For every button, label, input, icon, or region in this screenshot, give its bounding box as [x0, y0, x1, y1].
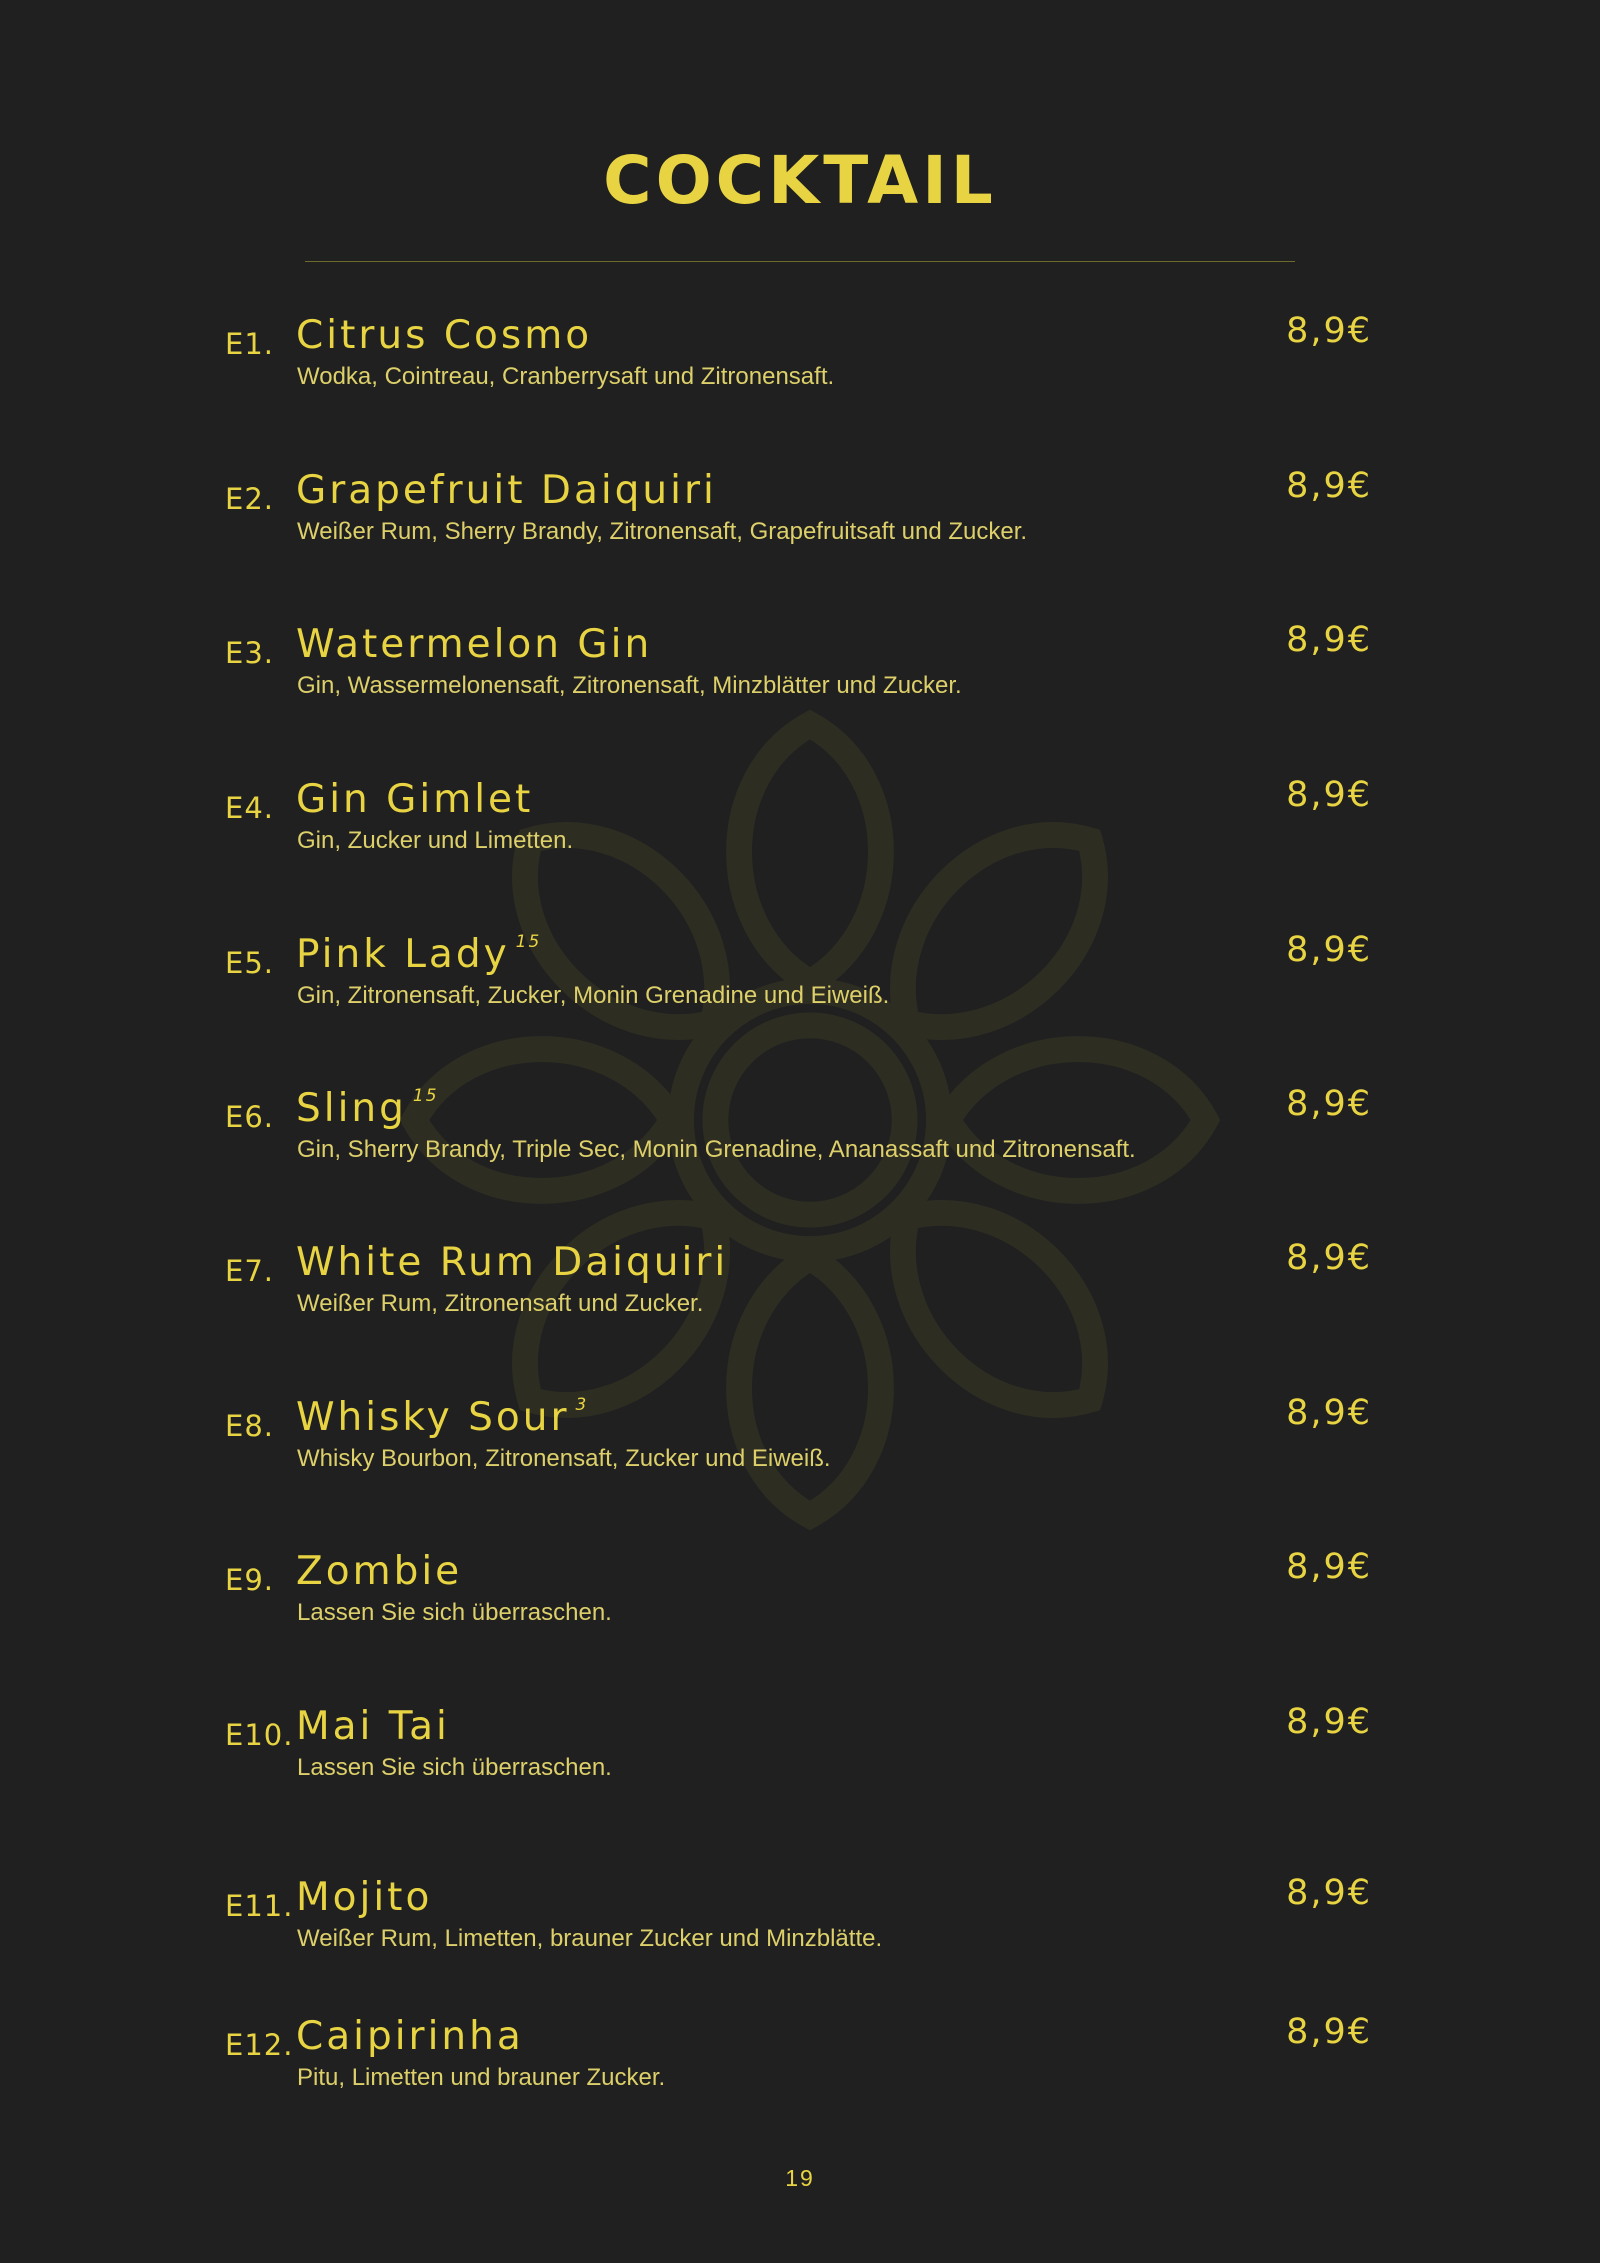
item-code: E9.	[225, 1563, 274, 1597]
item-description: Weißer Rum, Limetten, brauner Zucker und Minzblätte.	[297, 1925, 883, 1952]
item-price: 8,9€	[1286, 466, 1372, 506]
item-price: 8,9€	[1286, 1702, 1372, 1742]
item-code: E1.	[225, 327, 274, 361]
item-name: Sling $^{15}$	[296, 1086, 439, 1131]
item-name: Whisky Sour $^3$	[296, 1395, 589, 1440]
item-description: Wodka, Cointreau, Cranberrysaft und Zitronensaft.	[297, 363, 835, 390]
item-name: White Rum Daiquiri	[296, 1240, 729, 1285]
item-code: E11.	[225, 1889, 294, 1923]
item-code: E3.	[225, 636, 274, 670]
item-description: Pitu, Limetten und brauner Zucker.	[297, 2064, 666, 2091]
item-code: E8.	[225, 1409, 274, 1443]
item-code: E2.	[225, 482, 274, 516]
item-note: 15	[515, 932, 542, 952]
item-code: E6.	[225, 1100, 274, 1134]
item-price: 8,9€	[1286, 930, 1372, 970]
item-code: E5.	[225, 946, 274, 980]
item-code: E10.	[225, 1718, 294, 1752]
item-description: Lassen Sie sich überraschen.	[297, 1599, 612, 1626]
item-price: 8,9€	[1286, 2012, 1372, 2052]
item-note: 3	[575, 1395, 589, 1415]
item-description: Gin, Sherry Brandy, Triple Sec, Monin Grenadine, Ananassaft und Zitronensaft.	[297, 1136, 1136, 1163]
item-code: E12.	[225, 2028, 294, 2062]
item-name: Mojito	[296, 1875, 433, 1920]
item-description: Weißer Rum, Zitronensaft und Zucker.	[297, 1290, 704, 1317]
item-price: 8,9€	[1286, 311, 1372, 351]
item-description: Weißer Rum, Sherry Brandy, Zitronensaft, Grapefruitsaft und Zucker.	[297, 518, 1028, 545]
item-description: Whisky Bourbon, Zitronensaft, Zucker und Eiweiß.	[297, 1445, 831, 1472]
item-name: Watermelon Gin	[296, 622, 653, 667]
item-name: Caipirinha	[296, 2014, 524, 2059]
page-title: COCKTAIL	[603, 142, 997, 219]
item-description: Gin, Zitronensaft, Zucker, Monin Grenadine und Eiweiß.	[297, 982, 890, 1009]
item-name: Gin Gimlet	[296, 777, 534, 822]
item-note: 15	[412, 1086, 439, 1106]
item-name: Grapefruit Daiquiri	[296, 468, 717, 513]
item-price: 8,9€	[1286, 620, 1372, 660]
item-price: 8,9€	[1286, 1084, 1372, 1124]
page-number: 19	[785, 2165, 815, 2191]
item-price: 8,9€	[1286, 1393, 1372, 1433]
item-price: 8,9€	[1286, 1238, 1372, 1278]
item-code: E4.	[225, 791, 274, 825]
title-divider	[305, 261, 1295, 262]
item-name: Pink Lady $^{15}$	[296, 932, 542, 977]
item-description: Lassen Sie sich überraschen.	[297, 1754, 612, 1781]
item-description: Gin, Zucker und Limetten.	[297, 827, 574, 854]
item-name: Citrus Cosmo	[296, 313, 593, 358]
item-name: Zombie	[296, 1549, 463, 1594]
item-price: 8,9€	[1286, 775, 1372, 815]
item-code: E7.	[225, 1254, 274, 1288]
item-price: 8,9€	[1286, 1547, 1372, 1587]
item-name: Mai Tai	[296, 1704, 450, 1749]
item-description: Gin, Wassermelonensaft, Zitronensaft, Minzblätter und Zucker.	[297, 672, 962, 699]
item-price: 8,9€	[1286, 1873, 1372, 1913]
